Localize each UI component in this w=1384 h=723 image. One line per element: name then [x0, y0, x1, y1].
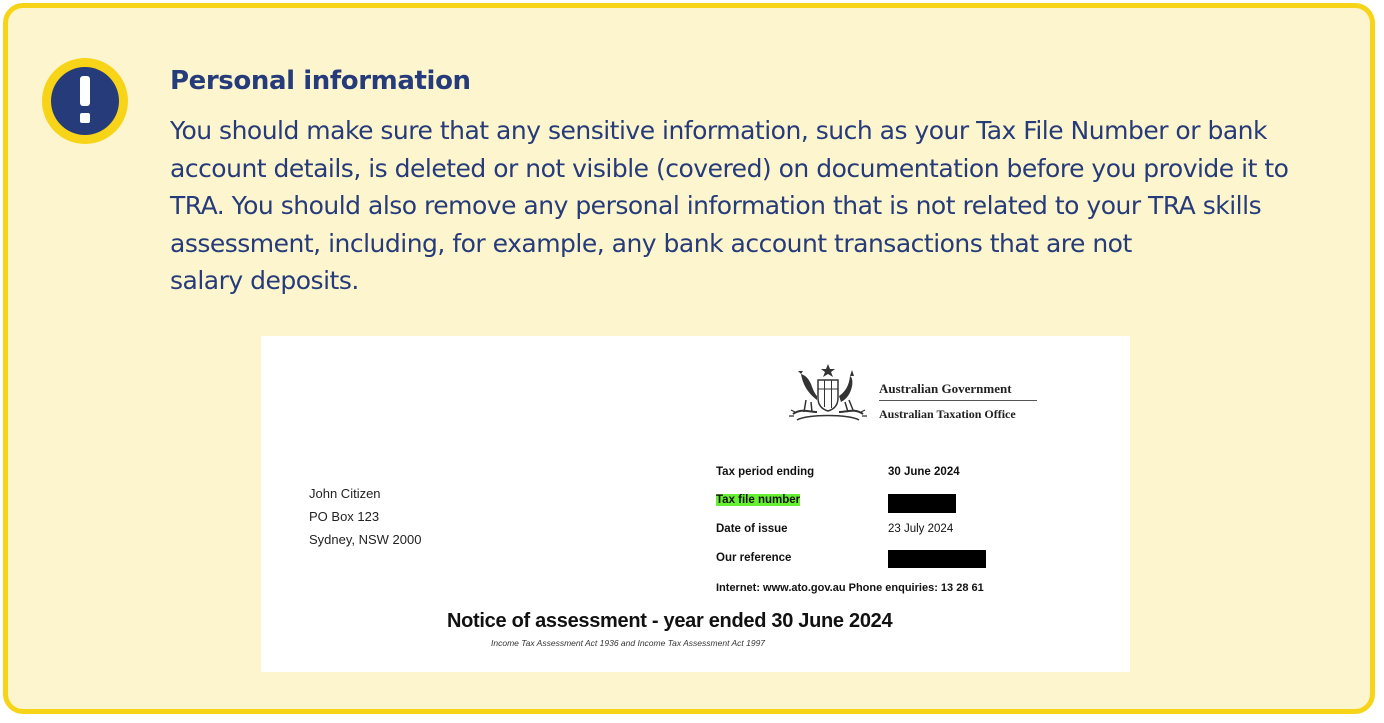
coat-of-arms-icon — [787, 362, 869, 426]
date-issue-label: Date of issue — [716, 523, 788, 535]
notice-subtitle: Income Tax Assessment Act 1936 and Income Tax Assessment Act 1997 — [491, 638, 766, 648]
address-line: PO Box 123 — [309, 509, 380, 524]
callout-body — [170, 112, 1330, 300]
callout-body-line: TRA. You should also remove any personal information that is not related to your TRA skills — [170, 191, 1262, 220]
government-name: Australian Government — [879, 381, 1012, 396]
department-name: Australian Taxation Office — [879, 407, 1016, 421]
personal-information-callout — [3, 3, 1375, 714]
redacted-tfn-block — [888, 494, 956, 513]
callout-body-line: account details, is deleted or not visible (covered) on documentation before you provide it to — [170, 153, 1289, 183]
callout-body-line: salary deposits. — [170, 266, 359, 295]
tax-period-value: 30 June 2024 — [888, 466, 960, 478]
date-issue-value: 23 July 2024 — [888, 523, 954, 535]
notice-of-assessment-example — [261, 336, 1130, 672]
tax-period-label: Tax period ending — [716, 466, 815, 478]
callout-heading: Personal information — [170, 66, 471, 96]
tfn-label-highlighted: Tax file number — [716, 494, 801, 506]
notice-title: Notice of assessment - year ended 30 June 2024 — [447, 610, 893, 632]
address-line: Sydney, NSW 2000 — [309, 532, 422, 547]
callout-body-line: assessment, including, for example, any bank account transactions that are not — [170, 228, 1132, 258]
address-line: John Citizen — [309, 486, 381, 501]
callout-body-line: You should make sure that any sensitive information, such as your Tax File Number or bank — [170, 116, 1267, 145]
exclamation-icon — [42, 58, 128, 144]
redacted-reference-block — [888, 550, 986, 568]
recipient-address — [309, 482, 421, 551]
contact-info: Internet: www.ato.gov.au Phone enquiries: 13 28 61 — [716, 582, 984, 594]
reference-label: Our reference — [716, 552, 792, 564]
header-divider — [879, 400, 1037, 401]
